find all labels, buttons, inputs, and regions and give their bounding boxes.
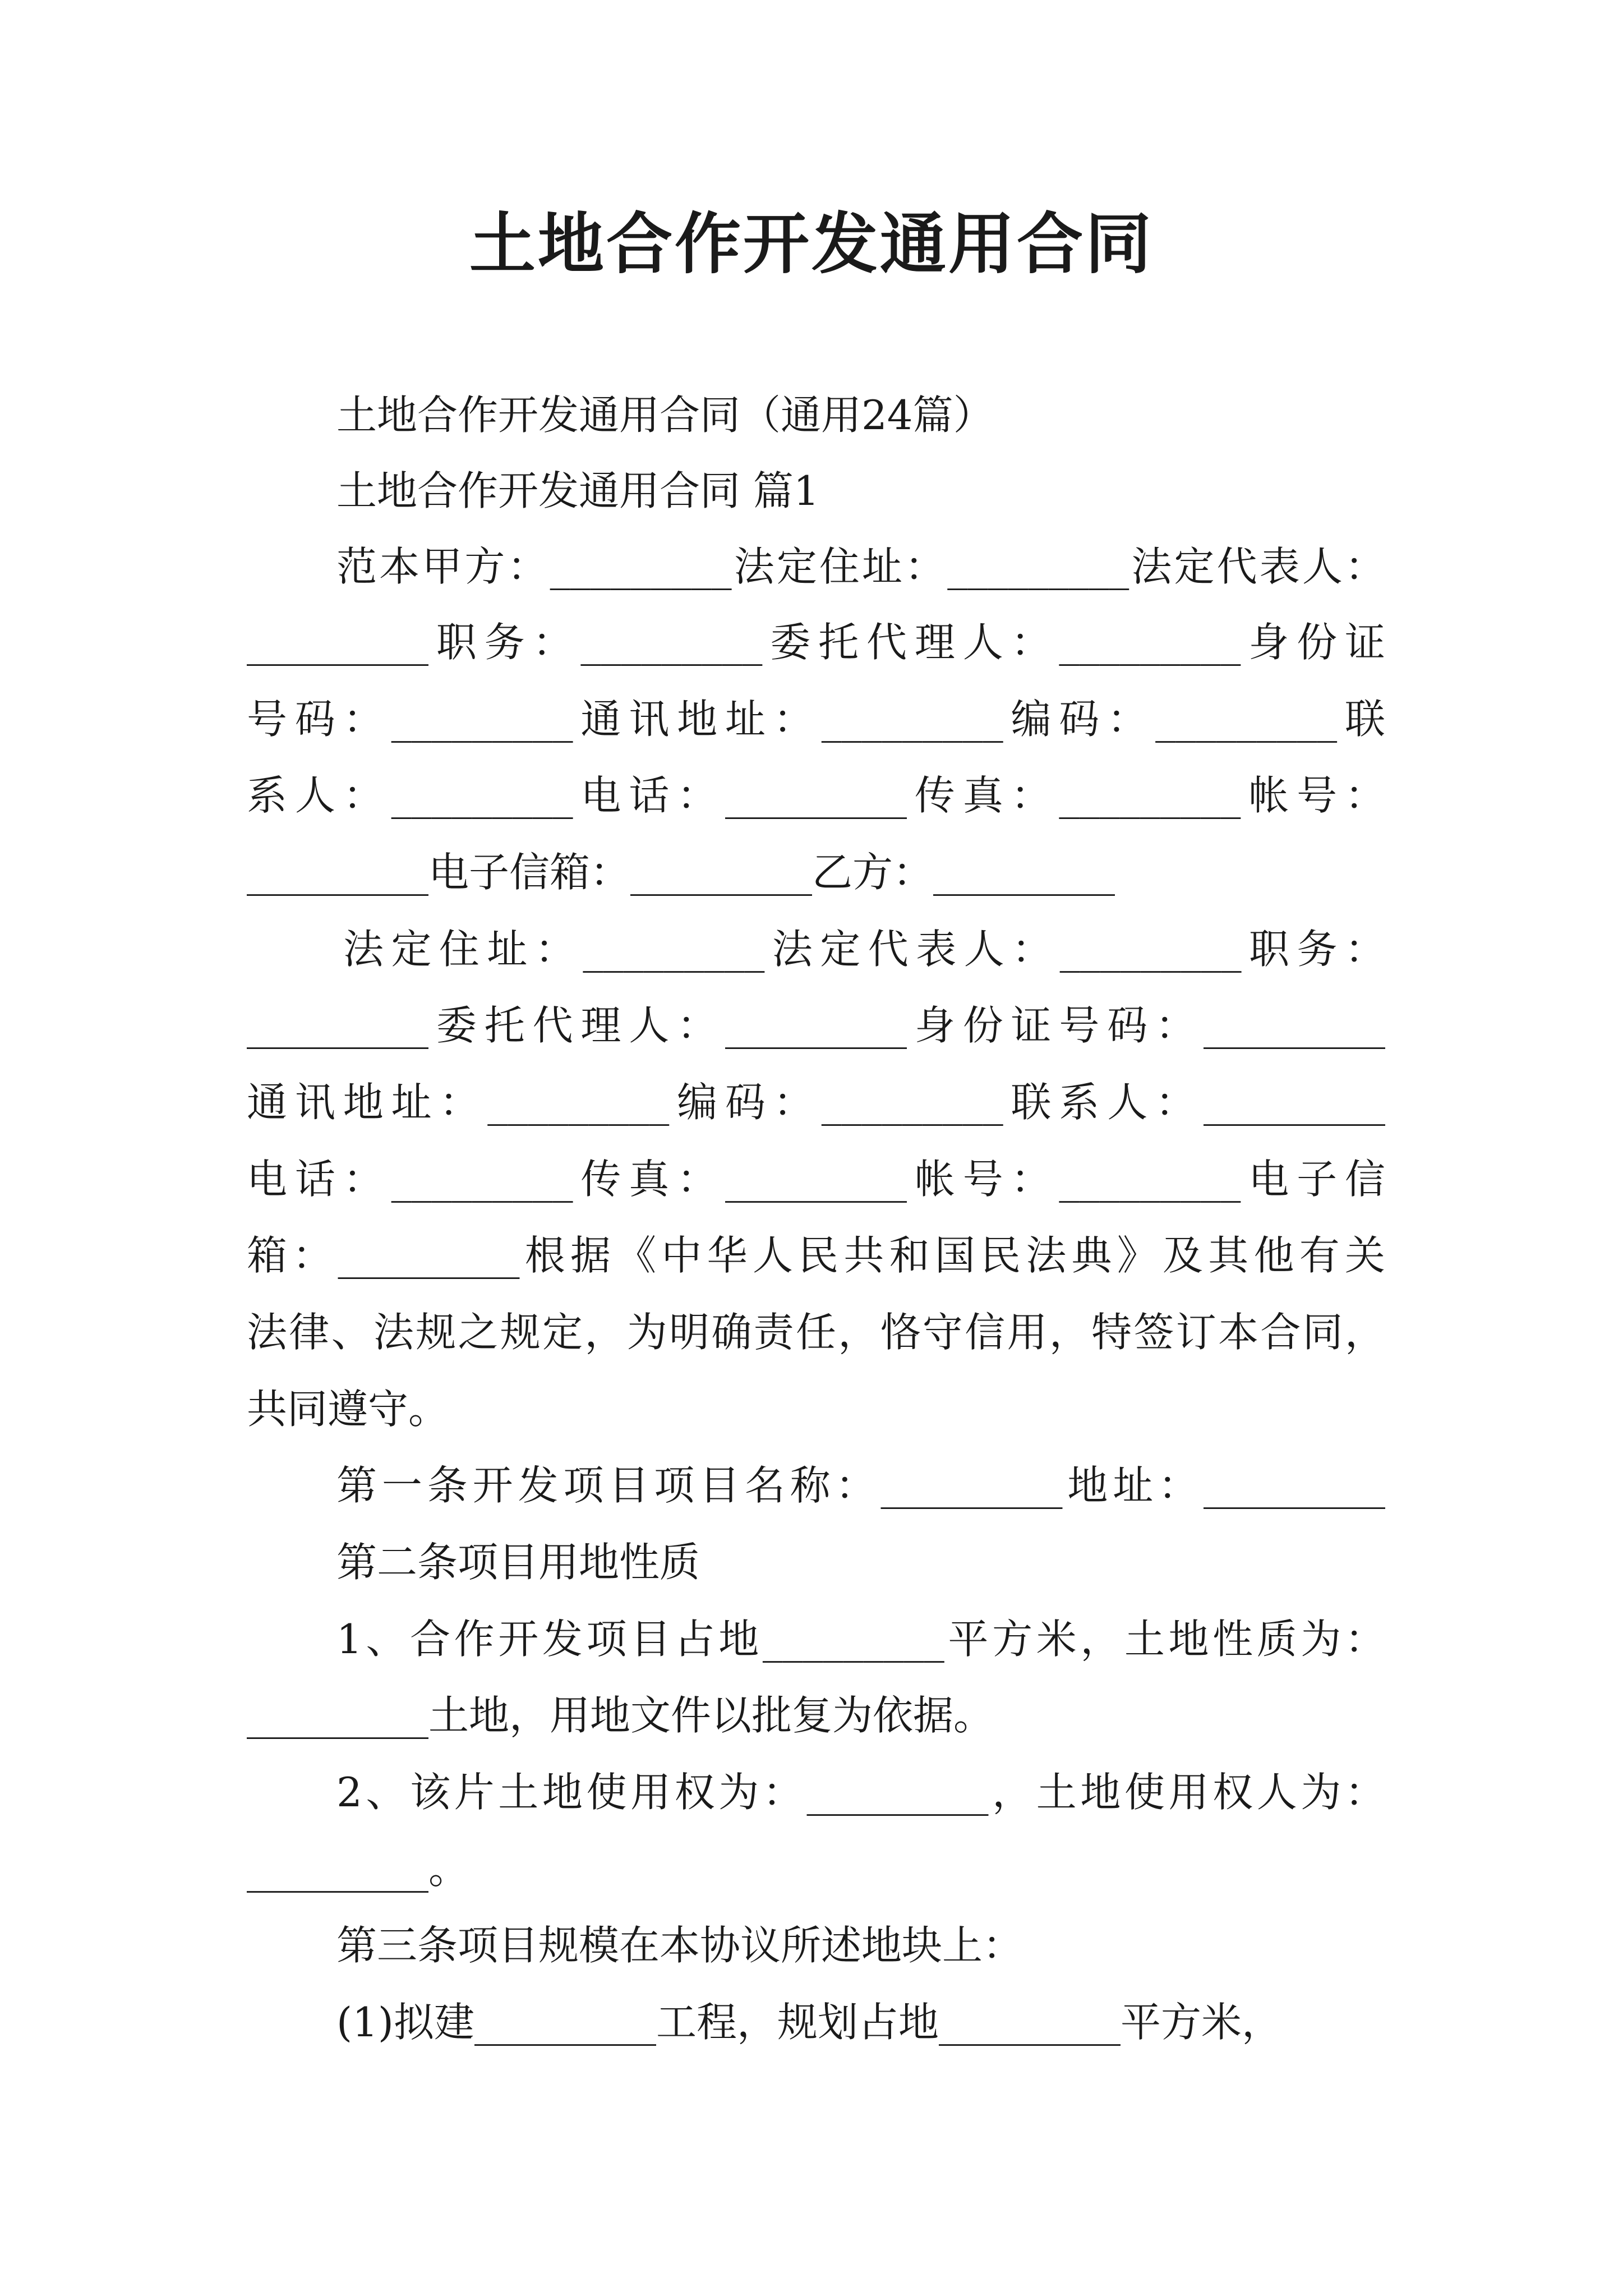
paragraph-line: 共同遵守。 <box>247 1386 449 1433</box>
article-heading: 第二条项目用地性质 <box>336 1539 700 1586</box>
paragraph-line: 号码：_________通讯地址：_________编码：_________联 <box>247 696 1385 743</box>
subtitle-line: 土地合作开发通用合同（通用24篇） <box>336 392 994 439</box>
paragraph-line: 系人：_________电话：_________传真：_________帐号： <box>247 772 1385 819</box>
clause-line: _________土地，用地文件以批复为依据。 <box>247 1692 994 1739</box>
clause-line: 2、该片土地使用权为：_________，土地使用权人为： <box>336 1769 1385 1816</box>
paragraph-line: 范本甲方：_________法定住址：_________法定代表人： <box>336 543 1385 590</box>
document-title: 土地合作开发通用合同 <box>469 205 1154 283</box>
clause-line: (1)拟建_________工程，规划占地_________平方米， <box>336 1999 1282 2046</box>
article-line: 第三条项目规模在本协议所述地块上： <box>336 1922 1023 1969</box>
paragraph-line: 法定住址：_________法定代表人：_________职务： <box>343 926 1385 973</box>
paragraph-line: _________电子信箱：_________乙方：_________ <box>247 849 1115 896</box>
section-heading: 土地合作开发通用合同 篇1 <box>336 467 819 514</box>
paragraph-line: _________职务：_________委托代理人：_________身份证 <box>247 619 1385 666</box>
clause-line: 1、合作开发项目占地_________平方米，土地性质为： <box>336 1616 1385 1663</box>
paragraph-line: 法律、法规之规定，为明确责任，恪守信用，特签订本合同， <box>247 1309 1385 1356</box>
paragraph-line: 箱：_________根据《中华人民共和国民法典》及其他有关 <box>247 1232 1385 1279</box>
paragraph-line: 电话：_________传真：_________帐号：_________电子信 <box>247 1156 1385 1203</box>
article-line: 第一条开发项目项目名称：_________地址：_________ <box>336 1462 1385 1509</box>
paragraph-line: _________委托代理人：_________身份证号码：_________ <box>247 1002 1385 1049</box>
clause-line: _________。 <box>247 1846 469 1893</box>
paragraph-line: 通讯地址：_________编码：_________联系人：_________ <box>247 1079 1385 1126</box>
